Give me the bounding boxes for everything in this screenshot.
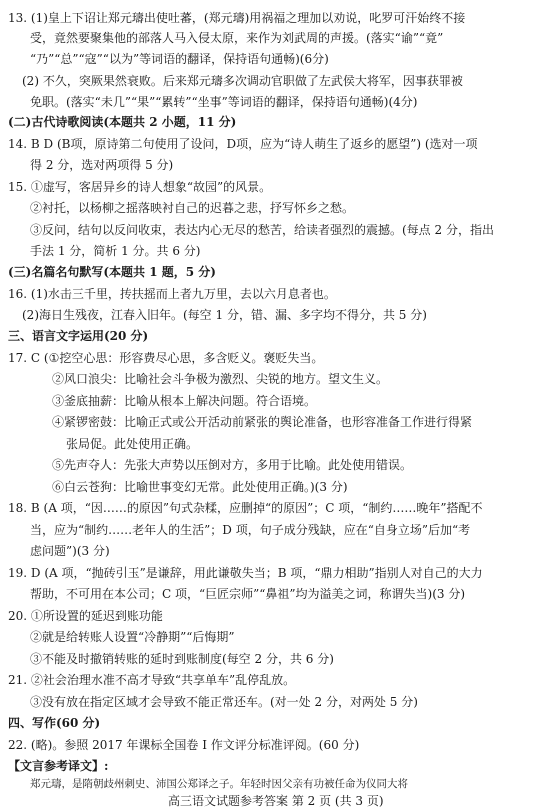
q17-line-2: ②风口浪尖：比喻社会斗争极为激烈、尖锐的地方。望文生义。 [52,372,389,386]
section-heading-poetry: (二)古代诗歌阅读(本题共 2 小题，11 分) [8,115,237,129]
q21-line-1: 21. ②社会治理水准不高才导致“共享单车”乱停乱放。 [8,673,296,687]
q15-line-1: 15. ①虚写，客居异乡的诗人想象“故园”的风景。 [8,180,272,194]
section-heading-recitation: (三)名篇名句默写(本题共 1 题，5 分) [8,265,216,279]
q17-line-3: ③釜底抽薪：比喻从根本上解决问题。符合语境。 [52,394,317,408]
q17-line-7: ⑥白云苍狗：比喻世事变幻无常。此处使用正确。)(3 分) [52,480,348,494]
q13-line-2: 受，竟然要聚集他的部落人马入侵太原，来作为刘武周的声援。(落实“谕”“竟” [30,31,444,45]
q14-line-2: 得 2 分，选对两项得 5 分) [30,158,174,172]
q13-line-4: (2) 不久，突厥果然衰败。后来郑元璹多次调动官职做了左武侯大将军，因事获罪被 [22,74,463,88]
q19-line-2: 帮助，不可用在本公司；C 项，“巨匠宗师”“鼻祖”均为溢美之词，称谓失当)(3 分) [30,587,466,601]
section-heading-writing: 四、写作(60 分) [8,716,101,730]
q18-line-1: 18. B (A 项，“因……的原因”句式杂糅，应删掉“的原因”；C 项，“制约……晚年”搭配不 [8,501,483,515]
q19-line-1: 19. D (A 项，“抛砖引玉”是谦辞，用此谦敬失当；B 项，“鼎力相助”指别人对自己的大力 [8,566,483,580]
q15-line-4: 手法 1 分，简析 1 分。共 6 分) [30,244,201,258]
translation-heading: 【文言参考译文】: [8,759,109,773]
q18-line-3: 虑问题”)(3 分) [30,544,110,558]
q20-line-3: ③不能及时撤销转账的延时到账制度(每空 2 分，共 6 分) [30,652,334,666]
q17-line-4: ④紧锣密鼓：比喻正式或公开活动前紧张的舆论准备，也形容准备工作进行得紧 [52,415,473,429]
q21-line-2: ③没有放在指定区域才会导致不能正常还车。(对一处 2 分，对两处 5 分) [30,695,418,709]
q17-line-1: 17. C (①挖空心思：形容费尽心思，多含贬义。褒贬失当。 [8,351,324,365]
q18-line-2: 当，应为“制约……老年人的生活”；D 项，句子成分残缺，应在“自身立场”后加“考 [30,523,471,537]
q17-line-5: 张局促。此处使用正确。 [66,437,199,451]
page-footer: 高三语文试题参考答案 第 2 页 (共 3 页) [168,794,384,808]
translation-line-1: 郑元璹，是隋朝歧州刺史、沛国公郑译之子。年轻时因父亲有功被任命为仪同大将 [30,778,408,790]
q20-line-1: 20. ①所设置的延迟到账功能 [8,609,163,623]
q16-line-1: 16. (1)水击三千里，抟扶摇而上者九万里，去以六月息者也。 [8,287,336,301]
q15-line-2: ②衬托，以杨柳之摇落映衬自己的迟暮之悲，抒写怀乡之愁。 [30,201,355,215]
q13-line-1: 13. (1)皇上下诏让郑元璹出使吐蕃，(郑元璹)用祸福之理加以劝说，叱罗可汗始终不接 [8,11,466,25]
q22-line-1: 22. (略)。参照 2017 年课标全国卷 I 作文评分标准评阅。(60 分) [8,738,360,752]
q13-line-5: 免职。(落实“未几”“果”“累转”“坐事”等词语的翻译，保持语句通畅)(4分) [30,95,418,109]
q17-line-6: ⑤先声夺人：先张大声势以压倒对方，多用于比喻。此处使用错误。 [52,458,413,472]
q14-line-1: 14. B D (B项，原诗第二句使用了设问，D项，应为“诗人萌生了返乡的愿望”) (选对一项 [8,137,478,151]
q20-line-2: ②就是给转账人设置“冷静期”“后悔期” [30,630,235,644]
section-heading-language: 三、语言文字运用(20 分) [8,329,149,343]
q15-line-3: ③反问，结句以反问收束，表达内心无尽的愁苦，给读者强烈的震撼。(每点 2 分，指出 [30,223,494,237]
q16-line-2: (2)海日生残夜，江春入旧年。(每空 1 分，错、漏、多字均不得分，共 5 分) [22,308,427,322]
q13-line-3: “乃”“总”“寇”“以为”等词语的翻译，保持语句通畅)(6分) [30,52,329,66]
